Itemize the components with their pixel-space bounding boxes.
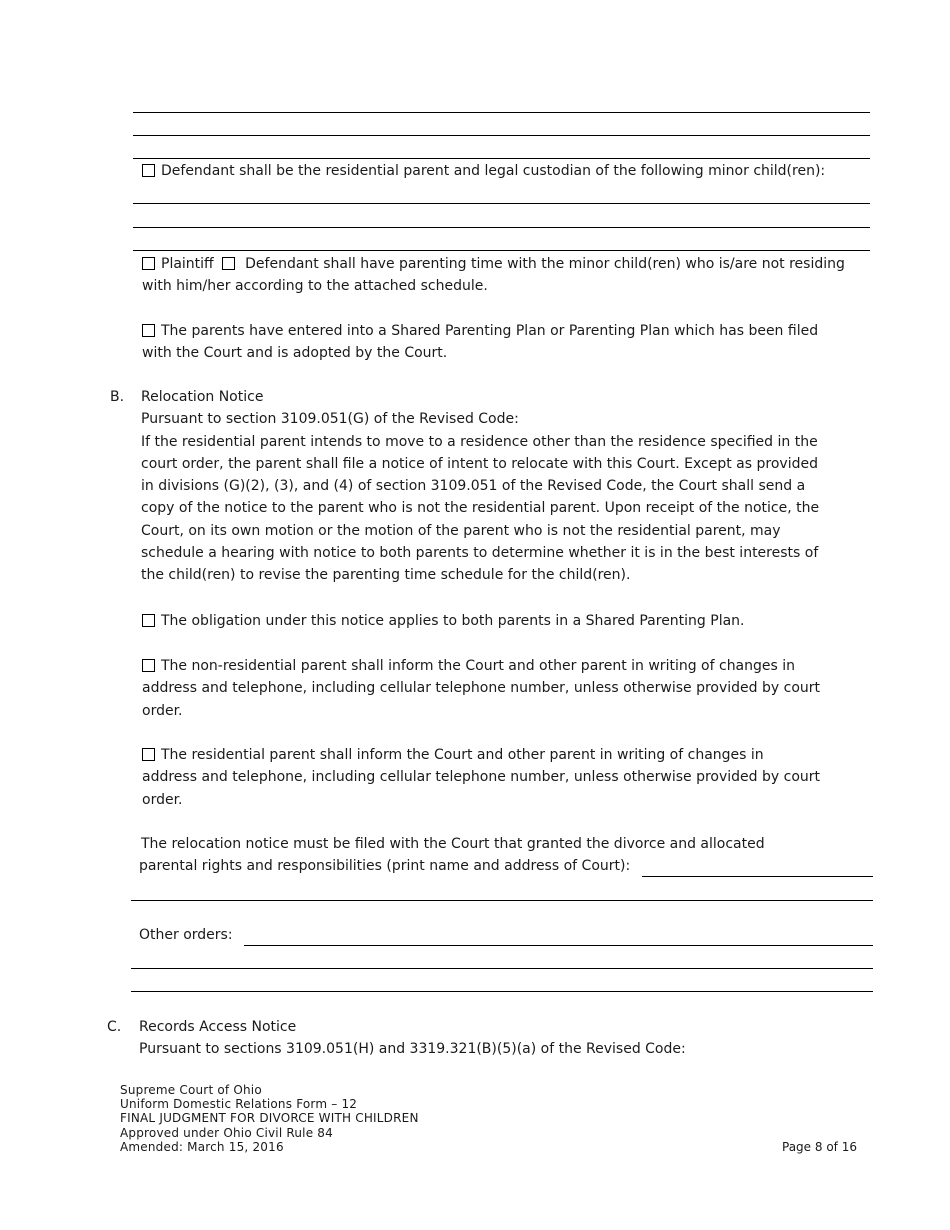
plaintiff-label: Plaintiff	[161, 256, 214, 272]
blank-line[interactable]	[133, 135, 870, 136]
nonresidential-checkbox[interactable]	[142, 659, 155, 672]
residential-line: order.	[142, 791, 183, 808]
defendant-custodian-checkbox[interactable]	[142, 164, 155, 177]
blank-line[interactable]	[131, 991, 873, 992]
section-c-heading: Records Access Notice	[139, 1019, 297, 1035]
blank-line[interactable]	[131, 968, 873, 969]
blank-line[interactable]	[133, 112, 870, 113]
body-line: in divisions (G)(2), (3), and (4) of section 3109.051 of the Revised Code, the Court shall send a	[141, 478, 806, 495]
obligation-shared-option	[142, 610, 745, 632]
blank-line[interactable]	[131, 900, 873, 901]
nonresidential-line: address and telephone, including cellular telephone number, unless otherwise provided by court	[142, 680, 821, 697]
footer-line: FINAL JUDGMENT FOR DIVORCE WITH CHILDREN	[120, 1111, 419, 1126]
defendant-custodian-text: Defendant shall be the residential parent and legal custodian of the following minor child(ren):	[161, 163, 826, 179]
section-b	[141, 386, 819, 587]
section-b-heading: Relocation Notice	[141, 389, 264, 405]
page-number: Page 8 of 16	[782, 1140, 857, 1154]
blank-line[interactable]	[133, 250, 870, 251]
shared-plan-line2: with the Court and is adopted by the Court.	[142, 345, 448, 362]
blank-line[interactable]	[133, 158, 870, 159]
residential-line: address and telephone, including cellular telephone number, unless otherwise provided by court	[142, 769, 821, 786]
footer-line: Approved under Ohio Civil Rule 84	[120, 1125, 333, 1140]
shared-plan-checkbox[interactable]	[142, 324, 155, 337]
nonresidential-option	[142, 655, 820, 722]
section-b-pursuant: Pursuant to section 3109.051(G) of the Revised Code:	[141, 411, 519, 428]
residential-option	[142, 744, 820, 811]
section-b-letter: B.	[110, 389, 125, 405]
footer-line: Supreme Court of Ohio	[120, 1083, 262, 1097]
filing-line1: The relocation notice must be filed with the Court that granted the divorce and allocated	[141, 836, 765, 852]
parenting-time-text: Defendant shall have parenting time with the minor child(ren) who is/are not residing	[245, 256, 845, 272]
body-line: the child(ren) to revise the parenting time schedule for the child(ren).	[141, 567, 631, 584]
shared-plan-line1: The parents have entered into a Shared Parenting Plan or Parenting Plan which has been filed	[161, 323, 819, 339]
parenting-time-line2: with him/her according to the attached schedule.	[142, 278, 488, 295]
body-line: If the residential parent intends to move to a residence other than the residence specified in the	[141, 433, 818, 450]
parenting-time-option	[142, 253, 845, 298]
section-c-letter: C.	[107, 1019, 122, 1035]
footer-line: Uniform Domestic Relations Form – 12	[120, 1097, 358, 1112]
body-line: court order, the parent shall file a notice of intent to relocate with this Court. Except as provided	[141, 455, 818, 472]
shared-plan-option	[142, 320, 818, 365]
footer-line: Amended: March 15, 2016	[120, 1139, 284, 1154]
residential-checkbox[interactable]	[142, 748, 155, 761]
nonresidential-line: order.	[142, 702, 183, 719]
filing-line2: parental rights and responsibilities (print name and address of Court):	[139, 858, 631, 874]
nonresidential-line: The non-residential parent shall inform the Court and other parent in writing of changes in	[161, 658, 796, 674]
form-footer	[120, 1083, 419, 1154]
blank-line[interactable]	[133, 203, 870, 204]
defendant-custodian-option	[142, 160, 825, 182]
obligation-shared-checkbox[interactable]	[142, 614, 155, 627]
section-c-pursuant: Pursuant to sections 3109.051(H) and 3319.321(B)(5)(a) of the Revised Code:	[139, 1041, 686, 1057]
residential-line: The residential parent shall inform the Court and other parent in writing of changes in	[161, 747, 764, 763]
blank-line[interactable]	[133, 227, 870, 228]
body-line: Court, on its own motion or the motion of the parent who is not the residential parent, may	[141, 522, 781, 539]
court-name-field[interactable]	[642, 876, 873, 877]
other-orders-label: Other orders:	[139, 927, 233, 943]
plaintiff-checkbox[interactable]	[142, 257, 155, 270]
other-orders-field[interactable]	[244, 945, 873, 946]
obligation-shared-text: The obligation under this notice applies to both parents in a Shared Parenting Plan.	[161, 613, 745, 629]
body-line: copy of the notice to the parent who is not the residential parent. Upon receipt of the notice, the	[141, 500, 820, 517]
defendant-checkbox[interactable]	[222, 257, 235, 270]
body-line: schedule a hearing with notice to both parents to determine whether it is in the best interests of	[141, 545, 819, 562]
